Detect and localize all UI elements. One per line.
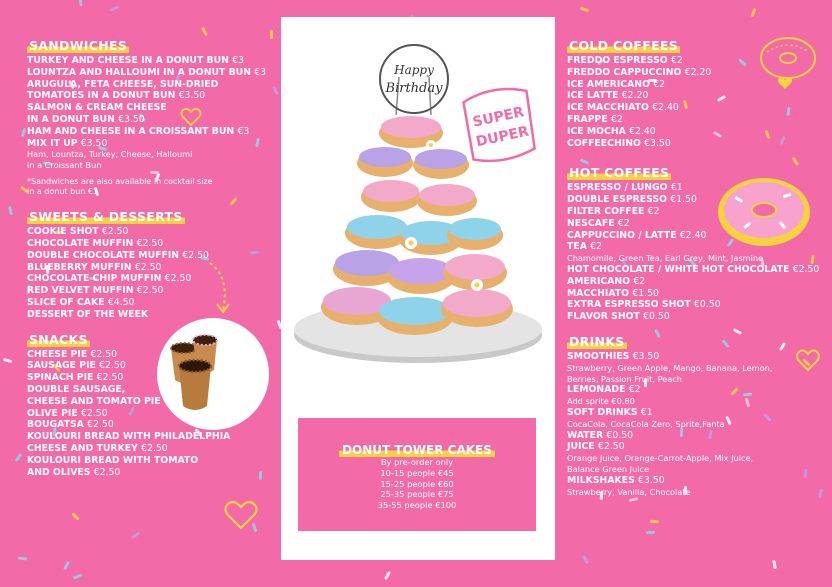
sticker-text: DUPER xyxy=(474,123,531,151)
sprinkle-icon xyxy=(270,30,273,39)
menu-item-price: €2 xyxy=(647,205,660,217)
menu-item-name: SPINACH PIE xyxy=(27,372,94,384)
menu-item-name: ICE AMERICANO xyxy=(567,78,650,90)
menu-item-price: €2.50 xyxy=(134,261,162,273)
menu-item xyxy=(567,311,819,323)
sprinkle-icon xyxy=(751,8,757,17)
menu-item: LEMONADE €2 xyxy=(567,384,641,396)
lemonade-description: Add sprite €0.80 xyxy=(567,396,635,407)
drinks-section xyxy=(567,333,819,497)
sprinkle-icon xyxy=(79,0,83,6)
menu-item-price: €2.50 xyxy=(96,372,124,384)
heart-doodle-icon xyxy=(795,348,821,372)
tower-line: 15-25 people €60 xyxy=(380,478,454,489)
menu-item-name: EXTRA ESPRESSO SHOT xyxy=(567,299,691,311)
menu-item xyxy=(567,102,819,114)
menu-item-name: SALMON & CREAM CHEESE xyxy=(27,102,167,114)
menu-item-price: €4.50 xyxy=(107,297,135,309)
menu-item-price: €2.40 xyxy=(629,125,656,137)
menu-item-name: FRAPPE xyxy=(567,113,608,125)
sweets-heading: SWEETS & DESSERTS xyxy=(29,209,183,225)
menu-item-price: €2.50 xyxy=(99,360,126,372)
menu-item xyxy=(27,431,266,443)
sprinkle-icon xyxy=(201,26,208,35)
sandwiches-section xyxy=(27,37,266,198)
menu-item-name: SLICE OF CAKE xyxy=(27,297,105,309)
menu-item-price: €2 xyxy=(653,78,666,90)
menu-item xyxy=(567,114,819,126)
menu-item-name: IN A DONUT BUN xyxy=(27,113,115,125)
menu-item xyxy=(567,126,819,138)
menu-item-name: DOUBLE SAUSAGE, xyxy=(27,384,126,396)
menu-item-price: €2.40 xyxy=(679,229,707,241)
sprinkle-icon xyxy=(14,453,22,462)
sticker-text: SUPER xyxy=(471,104,526,131)
menu-item-name: DOUBLE CHOCOLATE MUFFIN xyxy=(27,249,180,261)
menu-item-price: €2.50 xyxy=(80,407,108,419)
menu-item-name: COFFEECHINO xyxy=(567,137,641,149)
donut-tower-box xyxy=(298,418,536,531)
menu-item-name: RED VELVET MUFFIN xyxy=(27,285,134,297)
menu-item-name: DESSERT OF THE WEEK xyxy=(27,308,149,320)
menu-item xyxy=(27,79,266,91)
juice-description: Balance Green Juice xyxy=(567,463,650,474)
cold-coffees-heading: COLD COFFEES xyxy=(569,38,679,53)
menu-item xyxy=(27,467,266,479)
sprinkle-icon xyxy=(63,561,70,570)
sprinkle-icon xyxy=(3,358,12,363)
menu-item-price: €2.40 xyxy=(652,102,679,114)
menu-item-name: HOT CHOCOLATE / WHITE HOT CHOCOLATE xyxy=(567,263,790,275)
menu-item xyxy=(27,126,266,138)
menu-item xyxy=(567,90,819,102)
sandwich-note: in a donut bun €1 xyxy=(27,187,99,197)
menu-item xyxy=(27,226,266,238)
sprinkle-icon xyxy=(582,555,589,564)
menu-item-name: ESPRESSO / LUNGO xyxy=(567,182,668,194)
sprinkle-icon xyxy=(580,6,589,12)
menu-item-price: €1.50 xyxy=(670,194,697,206)
tower-line: 35-55 people €100 xyxy=(377,500,457,511)
menu-item-name: CAPPUCCINO / LATTE xyxy=(567,229,677,241)
sprinkle-icon xyxy=(18,556,27,560)
menu-item-price: €3.50 xyxy=(178,90,206,102)
menu-item-name: CHOCOLATE CHIP MUFFIN xyxy=(27,273,162,285)
milkshakes-description: Strawberry, Vanilla, Chocolate xyxy=(567,486,691,497)
menu-item-name: ICE LATTE xyxy=(567,90,619,102)
menu-item-price: €0.50 xyxy=(693,299,721,311)
tea-description: Chamomile, Green Tea, Earl Grey, Mint, Jasmine xyxy=(567,253,764,264)
menu-item-price: €2 xyxy=(590,241,602,253)
menu-item-price: €2.50 xyxy=(87,419,114,431)
sandwich-note: *Sandwiches are also available in cocktail size xyxy=(27,176,213,186)
drinks-heading: DRINKS xyxy=(569,333,625,349)
menu-item xyxy=(567,299,819,311)
menu-item: WATER €0.50 xyxy=(567,429,634,441)
menu-item xyxy=(567,138,819,150)
menu-item-price: €2.50 xyxy=(792,263,820,275)
menu-item xyxy=(27,455,266,467)
menu-item-name: LOUNTZA AND HALLOUMI IN A DONUT BUN xyxy=(27,66,252,78)
soft-drinks-description: CocaCola, CocaCola Zero, Sprite,Fanta xyxy=(567,418,725,429)
menu-item-name: ICE MACCHIATO xyxy=(567,102,649,114)
menu-item-name: CHEESE AND TOMATO PIE xyxy=(27,395,161,407)
menu-item-price: €3.50 xyxy=(80,137,108,149)
menu-item-price: €2 xyxy=(610,113,623,125)
menu-item-price: €1 xyxy=(670,182,683,194)
tower-line: 25-35 people €75 xyxy=(380,489,454,500)
tower-title: DONUT TOWER CAKES xyxy=(339,443,495,457)
menu-item: SMOOTHIES €3.50 xyxy=(567,350,660,362)
menu-item-price: €3 xyxy=(232,55,245,66)
menu-item-price: €1.50 xyxy=(632,287,659,299)
sprinkle-icon xyxy=(650,520,659,524)
sprinkle-icon xyxy=(384,571,391,580)
menu-item-price: €2.50 xyxy=(141,443,168,455)
menu-item xyxy=(27,102,266,114)
menu-item-name: MIX IT UP xyxy=(27,137,78,149)
menu-item xyxy=(27,238,266,250)
donut-tower-photo xyxy=(281,17,555,417)
cookie-shot-icon xyxy=(179,360,211,410)
topper-text: Birthday xyxy=(385,81,443,96)
hot-coffees-heading: HOT COFFEES xyxy=(569,165,670,181)
heart-doodle-icon xyxy=(777,76,793,90)
sprinkle-icon xyxy=(109,6,118,12)
menu-item-name: CHOCOLATE MUFFIN xyxy=(27,238,134,250)
smoothies-description: Berries, Passion Fruit, Peach xyxy=(567,373,682,384)
tower-line: 10-15 people €45 xyxy=(380,467,454,478)
sprinkle-icon xyxy=(131,531,140,539)
sprinkle-icon xyxy=(73,573,82,579)
menu-item-name: ARUGULA, FETA CHEESE, SUN-DRIED xyxy=(27,78,219,90)
menu-item-name: BLUEBERRY MUFFIN xyxy=(27,261,132,273)
menu-item-price: €2.20 xyxy=(684,66,712,78)
right-column xyxy=(567,37,819,507)
menu-item-price: €2 xyxy=(633,275,646,287)
menu-item xyxy=(27,443,266,455)
menu-item-name: FREDDO ESPRESSO xyxy=(567,55,668,66)
menu-item-name: FLAVOR SHOT xyxy=(567,311,640,323)
smoothies-description: Strawberry, Green Apple, Mango, Banana, Lemon, xyxy=(567,362,773,373)
menu-item-name: NESCAFE xyxy=(567,217,615,229)
menu-item-name: SAUSAGE PIE xyxy=(27,360,96,372)
menu-item-price: €2.50 xyxy=(136,285,164,297)
menu-item-name: HAM AND CHEESE IN A CROISSANT BUN xyxy=(27,125,235,137)
menu-item: SOFT DRINKS €1 xyxy=(567,406,653,418)
menu-item-name: TEA xyxy=(567,241,587,253)
arrow-doodle-icon xyxy=(205,258,235,320)
sprinkle-icon xyxy=(71,512,80,520)
sprinkle-icon xyxy=(772,559,777,568)
menu-item-name: COOKIE SHOT xyxy=(27,226,99,238)
menu-item-name: TURKEY AND CHEESE IN A DONUT BUN xyxy=(27,55,229,66)
menu-item-price: €2.50 xyxy=(101,226,129,238)
menu-item-name: FILTER COFFEE xyxy=(567,205,645,217)
menu-item-price: €2.50 xyxy=(164,273,192,285)
menu-item-price: €2.20 xyxy=(621,90,649,102)
juice-description: Orange Juice, Orange-Carrot-Apple, Mix Juice, xyxy=(567,453,754,464)
menu-item xyxy=(567,288,819,300)
menu-item xyxy=(27,55,266,67)
menu-item-name: KOULOURI BREAD WITH TOMATO xyxy=(27,454,199,466)
menu-item-price: €3.50 xyxy=(118,113,145,125)
menu-item-price: €0.50 xyxy=(643,311,670,323)
menu-item-name: TOMATOES IN A DONUT BUN xyxy=(27,90,176,102)
menu-item-price: €2 xyxy=(617,217,630,229)
menu-item-name: MACCHIATO xyxy=(567,287,630,299)
menu-item-name: CHEESE PIE xyxy=(27,348,88,360)
sprinkle-icon xyxy=(21,128,27,137)
menu-item-name: BOUGATSA xyxy=(27,419,84,431)
menu-item-price: €3.50 xyxy=(644,137,671,149)
menu-item xyxy=(27,138,266,150)
menu-item-price: €2.50 xyxy=(136,238,164,250)
topper-text: Happy xyxy=(394,63,434,77)
sprinkle-icon xyxy=(8,205,13,214)
menu-item xyxy=(27,114,266,126)
heart-doodle-icon xyxy=(520,265,534,277)
menu-item-name: DOUBLE ESPRESSO xyxy=(567,194,668,206)
tower-line: By pre-order only xyxy=(380,457,454,467)
menu-item: MILKSHAKES €3.50 xyxy=(567,474,665,486)
sprinkle-icon xyxy=(646,530,655,533)
donut-doodle-icon xyxy=(713,170,815,250)
heart-doodle-icon xyxy=(180,107,202,127)
menu-item-name: AMERICANO xyxy=(567,275,631,287)
menu-item-name: OLIVE PIE xyxy=(27,407,78,419)
menu-item xyxy=(27,67,266,79)
sandwiches-heading: SANDWICHES xyxy=(29,38,128,53)
snacks-heading: SNACKS xyxy=(29,331,88,347)
menu-item-price: €2.50 xyxy=(93,466,121,478)
menu-item: JUICE €2.50 xyxy=(567,441,625,453)
menu-item-price: €3 xyxy=(237,125,250,137)
menu-item-name: KOULOURI BREAD WITH PHILADELPHIA xyxy=(27,431,231,443)
heart-doodle-icon xyxy=(223,499,259,531)
mix-description: in a Croissant Bun xyxy=(27,160,102,171)
menu-item-price: €2.50 xyxy=(182,249,209,261)
menu-item-name: AND OLIVES xyxy=(27,466,91,478)
menu-item-name: ICE MOCHA xyxy=(567,125,626,137)
menu-item xyxy=(567,264,819,276)
menu-item-name: CHEESE AND TURKEY xyxy=(27,443,138,455)
sprinkle-icon xyxy=(272,86,279,95)
menu-item-price: €2 xyxy=(670,55,683,66)
menu-item-price: €3 xyxy=(254,66,267,78)
mix-description: Ham, Lountza, Turkey, Cheese, Halloumi xyxy=(27,149,193,160)
menu-item xyxy=(27,90,266,102)
menu-item-price: €2.50 xyxy=(90,348,118,360)
menu-item-name: FREDDO CAPPUCCINO xyxy=(567,66,682,78)
menu-item xyxy=(567,276,819,288)
cookie-shots-photo xyxy=(157,318,269,430)
